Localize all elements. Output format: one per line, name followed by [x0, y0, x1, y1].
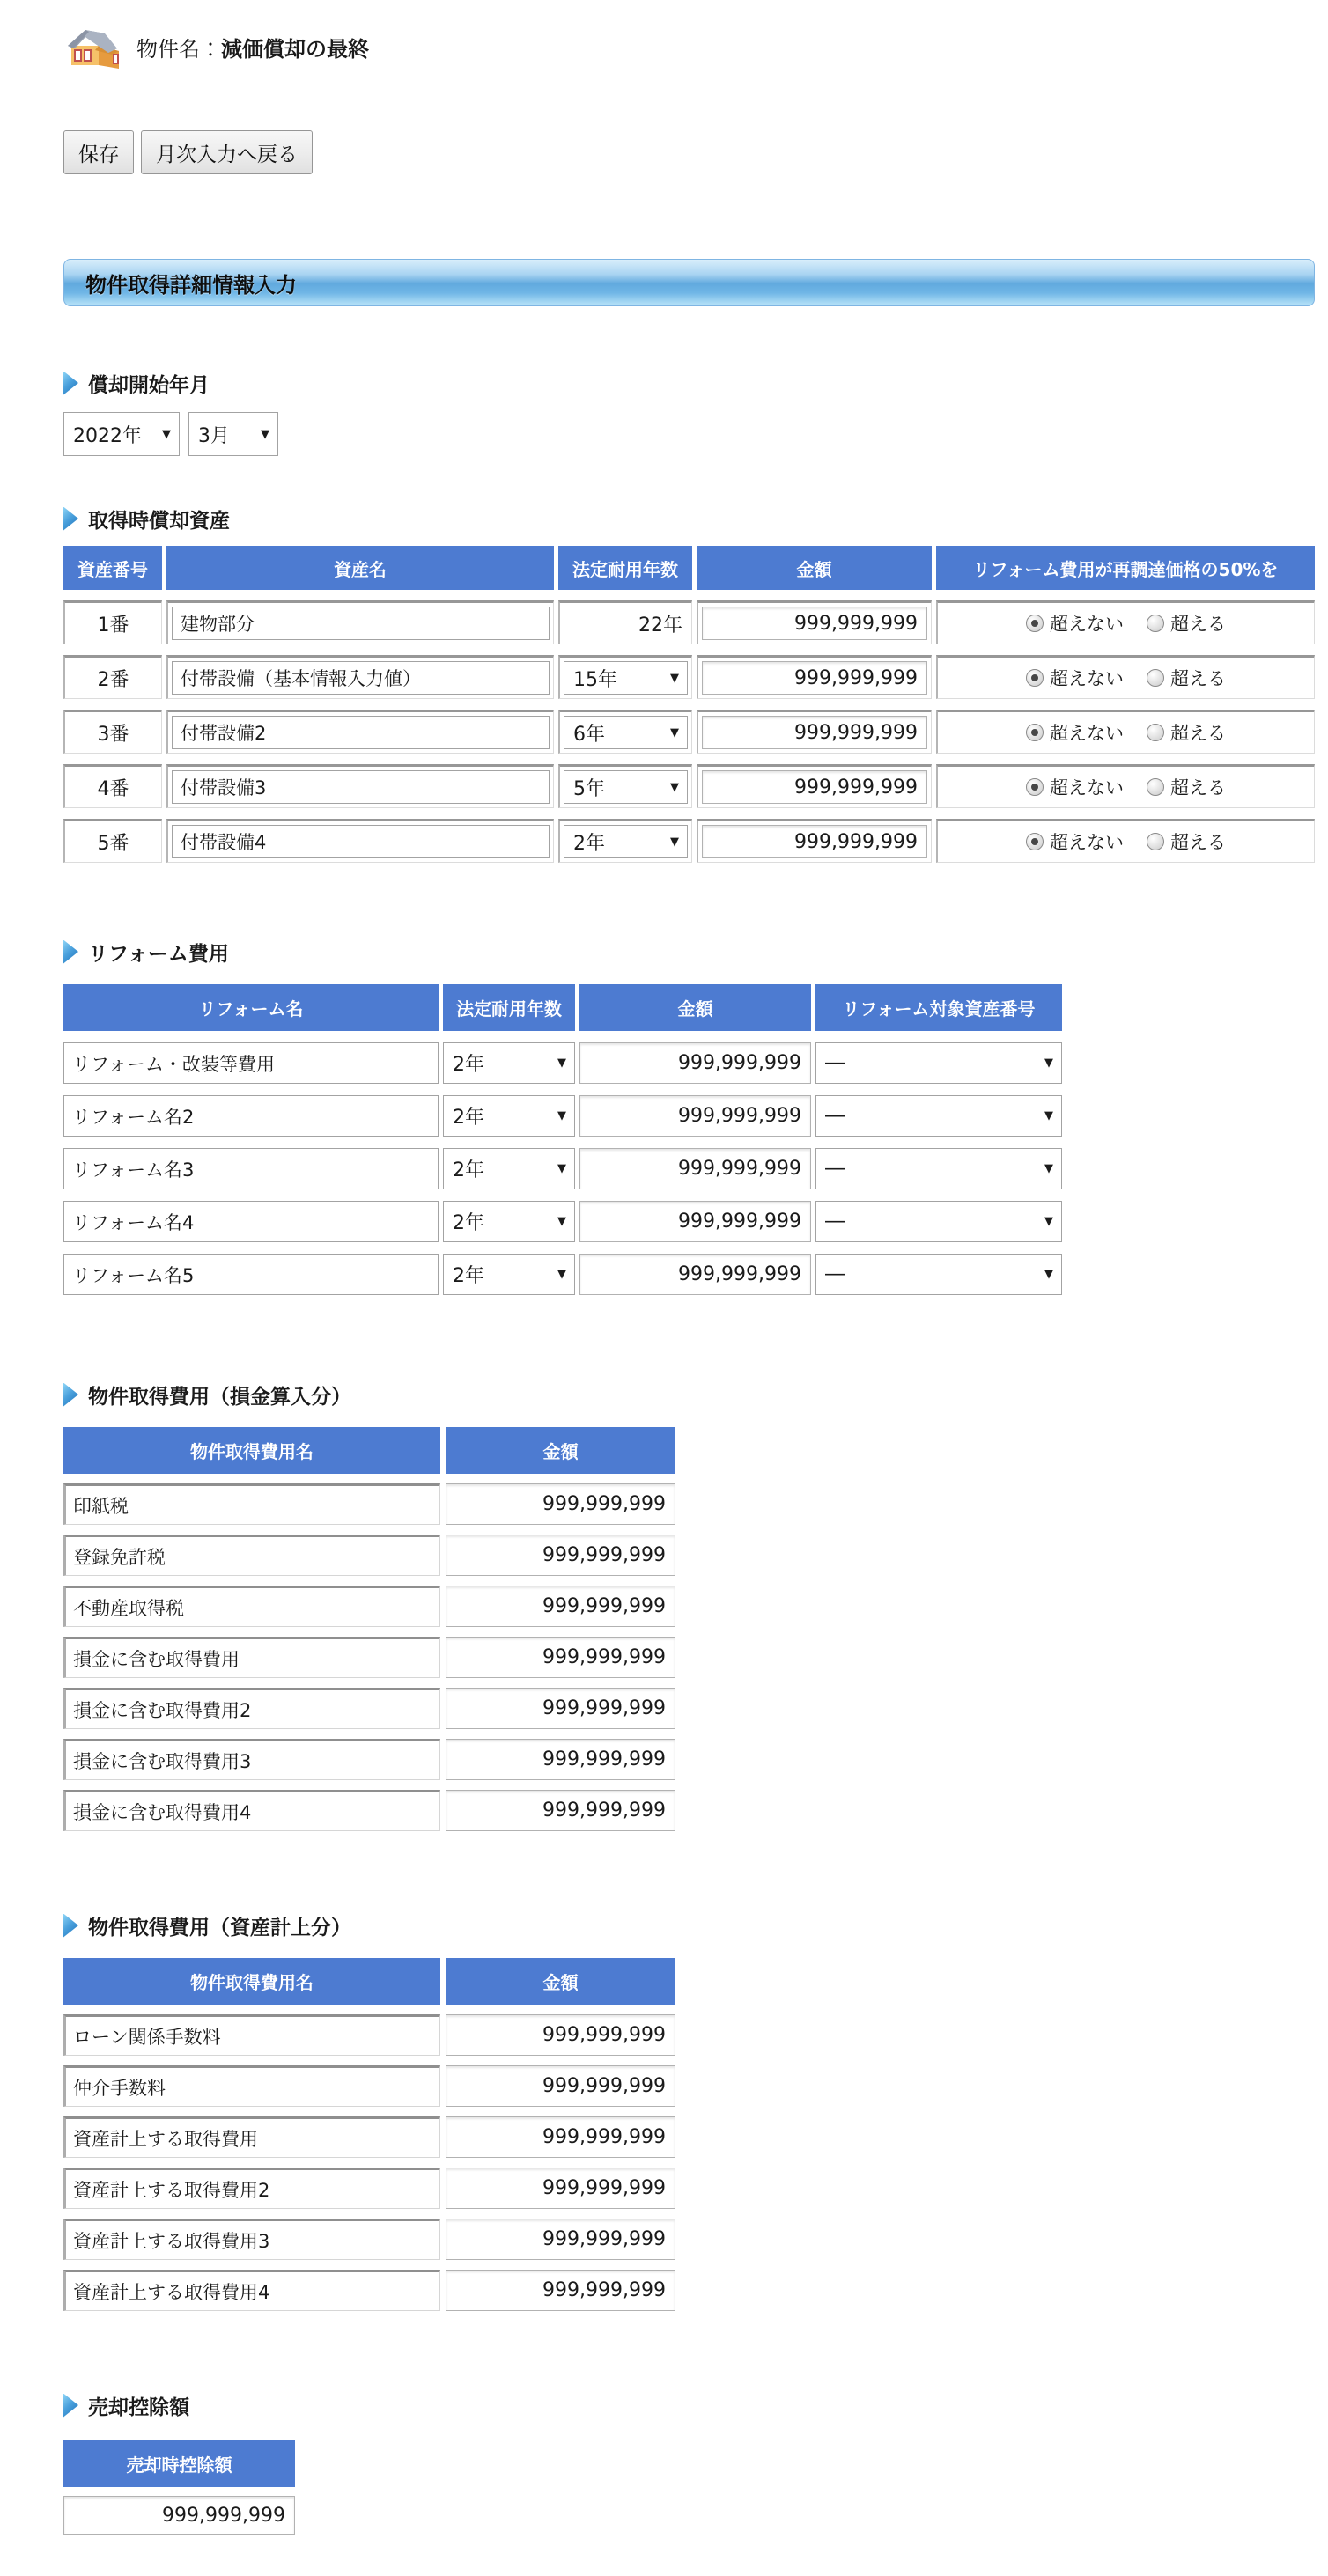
reform-ratio-radio-group: [936, 655, 1315, 699]
expensed-costs-table: [63, 1427, 675, 1831]
dropdown-arrow-icon: ▼: [557, 1215, 566, 1228]
amount-input[interactable]: 999,999,999: [579, 1201, 811, 1242]
section-heading-label: 取得時償却資産: [88, 509, 230, 533]
amount-input[interactable]: 999,999,999: [579, 1148, 811, 1189]
table-row: [63, 764, 1315, 808]
useful-life-select[interactable]: [564, 825, 688, 858]
table-row: [63, 710, 1315, 754]
target-asset-value: ―: [825, 1211, 845, 1233]
header-cell: 法定耐用年数: [558, 546, 692, 590]
header-cell: 法定耐用年数: [443, 984, 575, 1031]
section-heading-sale-deduction: [63, 2390, 1315, 2420]
amount-cell: [697, 710, 932, 754]
amount-input[interactable]: 999,999,999: [702, 661, 927, 695]
asset-name-cell: [166, 764, 554, 808]
radio-unselected-icon: [1147, 615, 1164, 632]
section-heading-expensed-costs: [63, 1380, 1315, 1409]
table-header-row: [63, 1427, 675, 1474]
useful-life-value: 2年: [453, 1265, 484, 1287]
section-heading-label: 物件取得費用（損金算入分）: [88, 1385, 351, 1409]
table-row: [63, 819, 1315, 863]
section-heading-acquired-assets: [63, 504, 1315, 534]
amount-input[interactable]: 999,999,999: [446, 1586, 675, 1627]
amount-input[interactable]: 999,999,999: [579, 1095, 811, 1137]
header-cell: 金額: [446, 1427, 675, 1474]
table-row: [63, 1790, 675, 1831]
cost-name-input[interactable]: 資産計上する取得費用2: [63, 2168, 440, 2209]
table-row: [63, 1042, 1062, 1084]
target-asset-value: ―: [825, 1052, 845, 1074]
table-row: [63, 655, 1315, 699]
amount-cell: [697, 819, 932, 863]
useful-life-select[interactable]: [564, 661, 688, 695]
header-cell: リフォーム名: [63, 984, 439, 1031]
cost-name-input[interactable]: 登録免許税: [63, 1535, 440, 1576]
header-cell: 物件取得費用名: [63, 1427, 440, 1474]
amount-input[interactable]: 999,999,999: [446, 1688, 675, 1729]
depreciation-start-controls: [63, 412, 1315, 456]
table-row: [63, 1483, 675, 1525]
section-heading-depreciation-start: [63, 368, 1315, 398]
target-asset-select[interactable]: [815, 1042, 1062, 1084]
asset-name-cell: [166, 819, 554, 863]
arrow-icon: [63, 2394, 78, 2418]
asset-number-cell: 3番: [63, 710, 162, 754]
section-heading-label: 物件取得費用（資産計上分）: [88, 1916, 351, 1939]
amount-input[interactable]: 999,999,999: [446, 2270, 675, 2311]
useful-life-value: 2年: [453, 1054, 484, 1076]
useful-life-select[interactable]: [564, 716, 688, 749]
radio-unselected-icon: [1147, 833, 1164, 850]
cost-name-input[interactable]: 損金に含む取得費用: [63, 1637, 440, 1678]
table-row: [63, 2168, 675, 2209]
asset-name-input[interactable]: 付帯設備（基本情報入力値）: [172, 661, 550, 695]
property-header: [66, 19, 1315, 74]
section-heading-label: 売却控除額: [88, 2396, 189, 2419]
asset-name-input[interactable]: 建物部分: [172, 607, 550, 640]
header-cell: 物件取得費用名: [63, 1958, 440, 2005]
header-cell: リフォーム対象資産番号: [815, 984, 1062, 1031]
header-cell: 売却時控除額: [63, 2440, 295, 2487]
reform-costs-table: [63, 984, 1062, 1295]
header-cell: 金額: [697, 546, 932, 590]
reform-name-input[interactable]: リフォーム・改装等費用: [63, 1042, 439, 1084]
year-select-value: 2022年: [73, 424, 142, 447]
radio-exceed[interactable]: [1147, 719, 1226, 746]
header-cell: 金額: [446, 1958, 675, 2005]
asset-number-cell: 5番: [63, 819, 162, 863]
save-button[interactable]: 保存: [63, 130, 134, 174]
table-row: [63, 2116, 675, 2158]
cost-name-input[interactable]: 仲介手数料: [63, 2065, 440, 2107]
table-row: [63, 600, 1315, 644]
radio-label: 超えない: [1050, 668, 1124, 689]
amount-input[interactable]: 999,999,999: [702, 607, 927, 640]
section-banner: 物件取得詳細情報入力: [63, 259, 1315, 306]
property-name-label: 物件名：: [136, 36, 221, 62]
table-row: [63, 1586, 675, 1627]
header-cell: リフォーム費用が再調達価格の50%を: [936, 546, 1315, 590]
radio-selected-icon: [1026, 778, 1044, 796]
back-to-monthly-button[interactable]: 月次入力へ戻る: [141, 130, 313, 174]
radio-label: 超える: [1170, 777, 1226, 799]
dropdown-arrow-icon: ▼: [557, 1056, 566, 1070]
radio-selected-icon: [1026, 615, 1044, 632]
dropdown-arrow-icon: ▼: [557, 1109, 566, 1122]
dropdown-arrow-icon: ▼: [670, 725, 679, 740]
amount-input[interactable]: 999,999,999: [702, 716, 927, 749]
radio-unselected-icon: [1147, 669, 1164, 687]
table-row: [63, 1688, 675, 1729]
amount-input[interactable]: 999,999,999: [702, 770, 927, 804]
capitalized-costs-table: [63, 1958, 675, 2311]
amount-input[interactable]: 999,999,999: [446, 1483, 675, 1525]
radio-label: 超えない: [1050, 614, 1124, 635]
dropdown-arrow-icon: ▼: [670, 835, 679, 849]
radio-exceed[interactable]: [1147, 610, 1226, 637]
radio-unselected-icon: [1147, 724, 1164, 741]
useful-life-value: 2年: [453, 1212, 484, 1234]
asset-number-cell: 2番: [63, 655, 162, 699]
table-row: [63, 1148, 1062, 1189]
cost-name-input[interactable]: 資産計上する取得費用3: [63, 2219, 440, 2260]
amount-input[interactable]: 999,999,999: [702, 825, 927, 858]
cost-name-input[interactable]: 損金に含む取得費用4: [63, 1790, 440, 1831]
amount-cell: [697, 600, 932, 644]
table-row: [63, 2270, 675, 2311]
useful-life-select[interactable]: [443, 1095, 575, 1137]
cost-name-input[interactable]: 印紙税: [63, 1483, 440, 1525]
reform-ratio-radio-group: [936, 819, 1315, 863]
arrow-icon: [63, 507, 78, 531]
amount-input[interactable]: 999,999,999: [446, 2219, 675, 2260]
arrow-icon: [63, 372, 78, 395]
cost-name-input[interactable]: 損金に含む取得費用2: [63, 1688, 440, 1729]
month-select[interactable]: [188, 412, 278, 456]
table-header-row: [63, 984, 1062, 1031]
radio-exceed[interactable]: [1147, 665, 1226, 691]
useful-life-cell: [558, 655, 692, 699]
cost-name-input[interactable]: ローン関係手数料: [63, 2014, 440, 2056]
cost-name-input[interactable]: 損金に含む取得費用3: [63, 1739, 440, 1780]
amount-input[interactable]: 999,999,999: [446, 2014, 675, 2056]
dropdown-arrow-icon: ▼: [1044, 1162, 1053, 1175]
amount-input[interactable]: 999,999,999: [579, 1042, 811, 1084]
dropdown-arrow-icon: ▼: [557, 1268, 566, 1281]
sale-deduction-table: [63, 2440, 1315, 2535]
useful-life-select[interactable]: [443, 1201, 575, 1242]
amount-input[interactable]: 999,999,999: [579, 1254, 811, 1295]
dropdown-arrow-icon: ▼: [557, 1162, 566, 1175]
table-row: [63, 1254, 1062, 1295]
table-row: [63, 1739, 675, 1780]
useful-life-value: 2年: [453, 1159, 484, 1181]
section-heading-label: 償却開始年月: [88, 373, 210, 397]
table-row: [63, 1201, 1062, 1242]
cost-name-input[interactable]: 不動産取得税: [63, 1586, 440, 1627]
dropdown-arrow-icon: ▼: [670, 671, 679, 685]
page-title: [136, 32, 369, 63]
amount-input[interactable]: 999,999,999: [446, 1739, 675, 1780]
dropdown-arrow-icon: ▼: [1044, 1268, 1053, 1281]
radio-exceed[interactable]: [1147, 828, 1226, 855]
table-row: [63, 2219, 675, 2260]
amount-input[interactable]: 999,999,999: [446, 1535, 675, 1576]
asset-number-cell: 1番: [63, 600, 162, 644]
asset-name-input[interactable]: 付帯設備3: [172, 770, 550, 804]
section-heading-capitalized-costs: [63, 1910, 1315, 1940]
useful-life-value: 2年: [573, 832, 605, 855]
reform-name-input[interactable]: リフォーム名4: [63, 1201, 439, 1242]
header-cell: 資産番号: [63, 546, 162, 590]
acquired-assets-table: [63, 546, 1315, 863]
asset-name-input[interactable]: 付帯設備2: [172, 716, 550, 749]
cost-name-input[interactable]: 資産計上する取得費用4: [63, 2270, 440, 2311]
table-row: [63, 2065, 675, 2107]
radio-selected-icon: [1026, 833, 1044, 850]
amount-input[interactable]: 999,999,999: [446, 2168, 675, 2209]
reform-name-input[interactable]: リフォーム名2: [63, 1095, 439, 1137]
radio-selected-icon: [1026, 724, 1044, 741]
amount-input[interactable]: 999,999,999: [446, 1790, 675, 1831]
dropdown-arrow-icon: ▼: [162, 427, 171, 441]
section-heading-label: リフォーム費用: [88, 942, 229, 966]
useful-life-cell: [558, 710, 692, 754]
useful-life-value: 15年: [573, 668, 617, 691]
cost-name-input[interactable]: 資産計上する取得費用: [63, 2116, 440, 2158]
reform-ratio-radio-group: [936, 764, 1315, 808]
sale-deduction-amount-input[interactable]: 999,999,999: [63, 2496, 295, 2535]
target-asset-value: ―: [825, 1263, 845, 1285]
useful-life-cell: [558, 819, 692, 863]
radio-label: 超える: [1170, 614, 1226, 635]
radio-unselected-icon: [1147, 778, 1164, 796]
dropdown-arrow-icon: ▼: [670, 780, 679, 794]
useful-life-value: 2年: [453, 1107, 484, 1129]
amount-cell: [697, 655, 932, 699]
reform-name-input[interactable]: リフォーム名5: [63, 1254, 439, 1295]
radio-not-exceed[interactable]: [1026, 719, 1124, 746]
house-icon: [66, 19, 124, 74]
arrow-icon: [63, 940, 78, 964]
radio-not-exceed[interactable]: [1026, 774, 1124, 800]
radio-not-exceed[interactable]: [1026, 828, 1124, 855]
radio-label: 超えない: [1050, 723, 1124, 744]
target-asset-value: ―: [825, 1158, 845, 1180]
arrow-icon: [63, 1914, 78, 1938]
useful-life-value: 22年: [638, 614, 682, 637]
header-cell: 資産名: [166, 546, 554, 590]
useful-life-select[interactable]: [443, 1148, 575, 1189]
dropdown-arrow-icon: ▼: [1044, 1215, 1053, 1228]
radio-exceed[interactable]: [1147, 774, 1226, 800]
amount-cell: [697, 764, 932, 808]
target-asset-select[interactable]: [815, 1254, 1062, 1295]
header-cell: 金額: [579, 984, 811, 1031]
arrow-icon: [63, 1383, 78, 1407]
toolbar: [63, 130, 1315, 174]
amount-input[interactable]: 999,999,999: [446, 2065, 675, 2107]
year-select[interactable]: [63, 412, 180, 456]
table-header-row: [63, 1958, 675, 2005]
section-heading-reform-costs: [63, 937, 1315, 967]
target-asset-select[interactable]: [815, 1095, 1062, 1137]
amount-input[interactable]: 999,999,999: [446, 2116, 675, 2158]
asset-name-input[interactable]: 付帯設備4: [172, 825, 550, 858]
reform-ratio-radio-group: [936, 600, 1315, 644]
radio-not-exceed[interactable]: [1026, 610, 1124, 637]
asset-name-cell: [166, 655, 554, 699]
table-row: [63, 1535, 675, 1576]
table-header-row: [63, 546, 1315, 590]
radio-label: 超えない: [1050, 777, 1124, 799]
radio-label: 超えない: [1050, 832, 1124, 853]
month-select-value: 3月: [198, 424, 230, 447]
radio-not-exceed[interactable]: [1026, 665, 1124, 691]
reform-ratio-radio-group: [936, 710, 1315, 754]
table-row: [63, 1095, 1062, 1137]
property-name-value: 減価償却の最終: [221, 36, 369, 62]
dropdown-arrow-icon: ▼: [261, 427, 269, 441]
radio-label: 超える: [1170, 668, 1226, 689]
dropdown-arrow-icon: ▼: [1044, 1109, 1053, 1122]
asset-name-cell: [166, 710, 554, 754]
asset-number-cell: 4番: [63, 764, 162, 808]
useful-life-select[interactable]: [564, 770, 688, 804]
reform-name-input[interactable]: リフォーム名3: [63, 1148, 439, 1189]
useful-life-cell: [558, 764, 692, 808]
target-asset-value: ―: [825, 1105, 845, 1127]
useful-life-value: 6年: [573, 723, 605, 746]
target-asset-select[interactable]: [815, 1148, 1062, 1189]
useful-life-select[interactable]: [443, 1254, 575, 1295]
radio-label: 超える: [1170, 832, 1226, 853]
asset-name-cell: [166, 600, 554, 644]
table-row: [63, 1637, 675, 1678]
radio-selected-icon: [1026, 669, 1044, 687]
radio-label: 超える: [1170, 723, 1226, 744]
useful-life-value: 5年: [573, 777, 605, 800]
amount-input[interactable]: 999,999,999: [446, 1637, 675, 1678]
table-row: [63, 2014, 675, 2056]
target-asset-select[interactable]: [815, 1201, 1062, 1242]
dropdown-arrow-icon: ▼: [1044, 1056, 1053, 1070]
useful-life-select[interactable]: [443, 1042, 575, 1084]
useful-life-cell: [558, 600, 692, 644]
